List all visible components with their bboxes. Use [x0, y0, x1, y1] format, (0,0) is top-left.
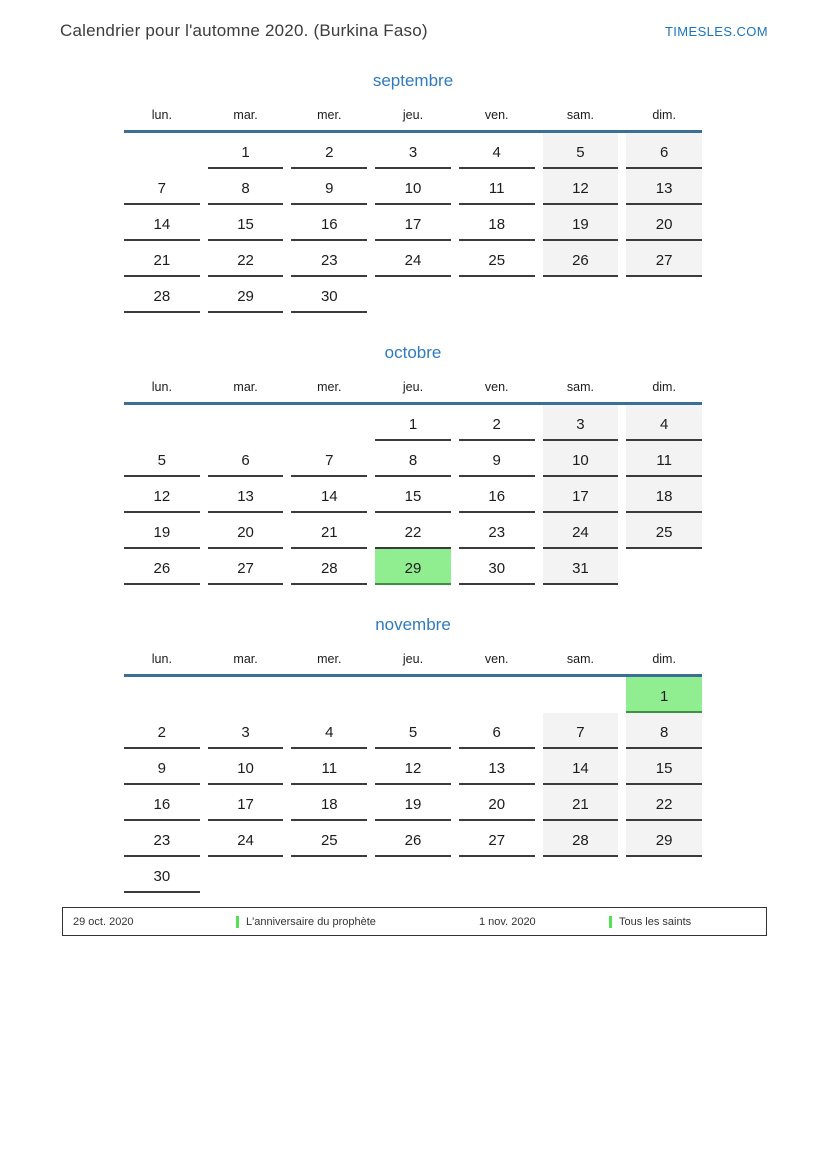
- month-title: novembre: [375, 615, 451, 634]
- day-cell: 20: [626, 205, 702, 241]
- empty-cell: [626, 277, 702, 313]
- day-cell: 7: [291, 441, 367, 477]
- legend-color-bar-icon: [609, 916, 612, 928]
- day-cell: 7: [124, 169, 200, 205]
- day-cell: 28: [124, 277, 200, 313]
- day-cell: 21: [543, 785, 619, 821]
- weekday-label: mer.: [317, 380, 342, 394]
- day-cell: 18: [459, 205, 535, 241]
- day-cell: 9: [291, 169, 367, 205]
- day-cell: 29: [208, 277, 284, 313]
- empty-cell: [208, 677, 284, 713]
- day-cell: 17: [543, 477, 619, 513]
- weekday-label: mer.: [317, 108, 342, 122]
- day-cell: 30: [459, 549, 535, 585]
- empty-cell: [375, 677, 451, 713]
- day-cell: 25: [291, 821, 367, 857]
- month-septembre: [124, 70, 702, 313]
- empty-cell: [626, 549, 702, 585]
- day-cell: 16: [459, 477, 535, 513]
- day-cell: 29: [375, 549, 451, 585]
- day-cell: 13: [459, 749, 535, 785]
- empty-cell: [208, 857, 284, 893]
- empty-cell: [291, 677, 367, 713]
- site-link[interactable]: TIMESLES.COM: [664, 24, 768, 39]
- day-cell: 20: [208, 513, 284, 549]
- weekday-label: sam.: [566, 108, 594, 122]
- weekday-label: mar.: [233, 380, 258, 394]
- empty-cell: [291, 405, 367, 441]
- day-cell: 19: [375, 785, 451, 821]
- legend-label-1: L'anniversaire du prophète: [246, 915, 376, 928]
- day-cell: 14: [543, 749, 619, 785]
- day-cell: 3: [208, 713, 284, 749]
- day-cell: 6: [459, 713, 535, 749]
- day-cell: 4: [626, 405, 702, 441]
- day-cell: 9: [459, 441, 535, 477]
- day-cell: 27: [626, 241, 702, 277]
- day-cell: 3: [543, 405, 619, 441]
- weekday-label: mar.: [233, 652, 258, 666]
- day-cell: 10: [375, 169, 451, 205]
- day-cell: 28: [543, 821, 619, 857]
- legend-item-1: [236, 916, 479, 928]
- day-cell: 8: [626, 713, 702, 749]
- weekday-label: dim.: [652, 380, 676, 394]
- day-cell: 27: [459, 821, 535, 857]
- month-novembre: [124, 614, 702, 893]
- empty-cell: [291, 857, 367, 893]
- day-cell: 17: [375, 205, 451, 241]
- day-cell: 23: [124, 821, 200, 857]
- day-cell: 6: [208, 441, 284, 477]
- day-cell: 21: [124, 241, 200, 277]
- weekday-label: dim.: [652, 652, 676, 666]
- day-cell: 26: [543, 241, 619, 277]
- empty-cell: [626, 857, 702, 893]
- day-cell: 27: [208, 549, 284, 585]
- day-cell: 2: [291, 133, 367, 169]
- weekday-label: ven.: [484, 652, 509, 666]
- day-cell: 7: [543, 713, 619, 749]
- day-cell: 19: [124, 513, 200, 549]
- day-cell: 22: [375, 513, 451, 549]
- day-cell: 2: [124, 713, 200, 749]
- month-grid: [124, 405, 702, 585]
- empty-cell: [124, 677, 200, 713]
- day-cell: 25: [626, 513, 702, 549]
- day-cell: 18: [626, 477, 702, 513]
- day-cell: 13: [208, 477, 284, 513]
- day-cell: 30: [124, 857, 200, 893]
- day-cell: 22: [208, 241, 284, 277]
- empty-cell: [459, 277, 535, 313]
- month-grid: [124, 133, 702, 313]
- month-title: septembre: [372, 71, 454, 90]
- empty-cell: [375, 857, 451, 893]
- empty-cell: [543, 277, 619, 313]
- day-cell: 6: [626, 133, 702, 169]
- legend-date-2: 1 nov. 2020: [479, 915, 536, 928]
- empty-cell: [124, 405, 200, 441]
- weekday-label: sam.: [566, 652, 594, 666]
- day-cell: 11: [626, 441, 702, 477]
- day-cell: 10: [543, 441, 619, 477]
- day-cell: 31: [543, 549, 619, 585]
- day-cell: 17: [208, 785, 284, 821]
- weekday-label: jeu.: [402, 380, 424, 394]
- day-cell: 23: [459, 513, 535, 549]
- legend-box: [62, 907, 767, 936]
- day-cell: 3: [375, 133, 451, 169]
- day-cell: 20: [459, 785, 535, 821]
- day-cell: 11: [291, 749, 367, 785]
- day-cell: 29: [626, 821, 702, 857]
- day-cell: 28: [291, 549, 367, 585]
- day-cell: 11: [459, 169, 535, 205]
- empty-cell: [208, 405, 284, 441]
- weekday-label: ven.: [484, 380, 509, 394]
- empty-cell: [459, 677, 535, 713]
- day-cell: 16: [124, 785, 200, 821]
- day-cell: 5: [375, 713, 451, 749]
- day-cell: 12: [543, 169, 619, 205]
- month-title: octobre: [384, 343, 442, 362]
- day-cell: 19: [543, 205, 619, 241]
- day-cell: 8: [208, 169, 284, 205]
- day-cell: 26: [375, 821, 451, 857]
- day-cell: 4: [459, 133, 535, 169]
- day-cell: 30: [291, 277, 367, 313]
- weekday-label: dim.: [652, 108, 676, 122]
- day-cell: 18: [291, 785, 367, 821]
- legend-color-bar-icon: [236, 916, 239, 928]
- day-cell: 12: [375, 749, 451, 785]
- day-cell: 1: [208, 133, 284, 169]
- weekday-label: lun.: [151, 652, 172, 666]
- empty-cell: [543, 857, 619, 893]
- day-cell: 10: [208, 749, 284, 785]
- day-cell: 14: [124, 205, 200, 241]
- empty-cell: [543, 677, 619, 713]
- day-cell: 15: [208, 205, 284, 241]
- weekday-header: [124, 108, 702, 133]
- day-cell: 21: [291, 513, 367, 549]
- weekday-label: sam.: [566, 380, 594, 394]
- day-cell: 26: [124, 549, 200, 585]
- day-cell: 24: [208, 821, 284, 857]
- day-cell: 16: [291, 205, 367, 241]
- months-container: [124, 70, 702, 893]
- legend-label-2: Tous les saints: [619, 915, 692, 928]
- weekday-label: mer.: [317, 652, 342, 666]
- weekday-header: [124, 380, 702, 405]
- weekday-label: jeu.: [402, 108, 424, 122]
- weekday-label: lun.: [151, 380, 172, 394]
- day-cell: 5: [543, 133, 619, 169]
- day-cell: 1: [375, 405, 451, 441]
- day-cell: 15: [375, 477, 451, 513]
- weekday-header: [124, 652, 702, 677]
- weekday-label: ven.: [484, 108, 509, 122]
- empty-cell: [124, 133, 200, 169]
- day-cell: 24: [375, 241, 451, 277]
- page-header: [0, 0, 827, 41]
- day-cell: 5: [124, 441, 200, 477]
- day-cell: 15: [626, 749, 702, 785]
- weekday-label: mar.: [233, 108, 258, 122]
- day-cell: 24: [543, 513, 619, 549]
- day-cell: 25: [459, 241, 535, 277]
- day-cell: 22: [626, 785, 702, 821]
- weekday-label: jeu.: [402, 652, 424, 666]
- day-cell: 8: [375, 441, 451, 477]
- legend-item-2: [609, 916, 766, 928]
- day-cell: 1: [626, 677, 702, 713]
- day-cell: 23: [291, 241, 367, 277]
- legend-date-1: 29 oct. 2020: [73, 915, 134, 928]
- empty-cell: [459, 857, 535, 893]
- month-grid: [124, 677, 702, 893]
- month-octobre: [124, 342, 702, 585]
- weekday-label: lun.: [151, 108, 172, 122]
- day-cell: 12: [124, 477, 200, 513]
- page-title: Calendrier pour l'automne 2020. (Burkina Faso): [60, 21, 428, 40]
- day-cell: 2: [459, 405, 535, 441]
- day-cell: 14: [291, 477, 367, 513]
- empty-cell: [375, 277, 451, 313]
- day-cell: 13: [626, 169, 702, 205]
- day-cell: 4: [291, 713, 367, 749]
- day-cell: 9: [124, 749, 200, 785]
